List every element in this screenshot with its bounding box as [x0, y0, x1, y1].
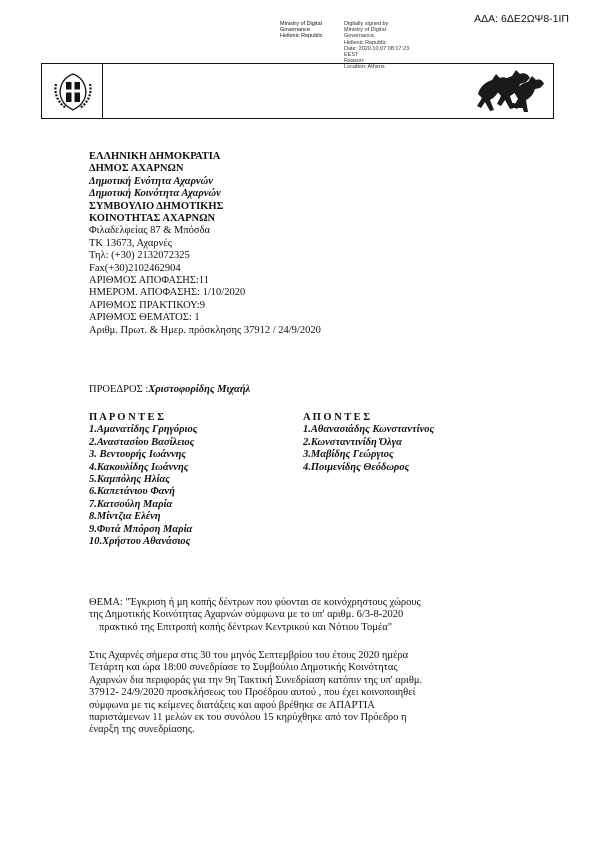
present-member: 7.Κατσούλη Μαρία [89, 498, 173, 510]
sender-line: Τηλ: (+30) 2132072325 [89, 250, 190, 262]
present-heading: Π Α Ρ Ο Ν Τ Ε Σ [89, 412, 165, 423]
meeting-paragraph [89, 650, 422, 737]
body-line: παριστάμενων 11 μελών εκ του συνόλου 15 κηρύχθηκε από τον Πρόεδρο η [89, 712, 407, 724]
signature-line: Location: Athens [344, 64, 385, 71]
subject-line: πρακτικό της Επιτροπή κοπής δέντρων Κεντρικού και Νότιου Τομέα" [99, 621, 393, 633]
sender-line: Δημοτική Κοινότητα Αχαρνών [89, 188, 221, 200]
absent-heading: Α Π Ο Ν Τ Ε Σ [303, 412, 371, 423]
letterhead-divider [102, 64, 103, 118]
president-label: ΠΡΟΕΔΡΟΣ : [89, 384, 149, 395]
subject-paragraph [89, 597, 421, 634]
body-line: Αχαρνών δια περιφοράς για την 9η Τακτική Συνεδρίαση κατόπιν της υπ' αριθμ. [89, 674, 423, 686]
sender-line: ΣΥΜΒΟΥΛΙΟ ΔΗΜΟΤΙΚΗΣ [89, 200, 224, 212]
sender-line: Φιλαδελφείας 87 & Μπόσδα [89, 225, 211, 237]
subject-line: της Δημοτικής Κοινότητας Αχαρνών σύμφωνα με το υπ' αριθμ. 6/3-8-2020 [89, 609, 404, 621]
sender-line: ΚΟΙΝΟΤΗΤΑΣ ΑΧΑΡΝΩΝ [89, 213, 216, 225]
sender-line: ΤΚ 13673, Αχαρνές [89, 237, 172, 249]
invitation-protocol: Αριθμ. Πρωτ. & Ημερ. πρόσκλησης 37912 / 24/9/2020 [89, 324, 321, 336]
signature-line: EEST [344, 52, 359, 59]
absent-member: 1.Αθανασιάδης Κωνσταντίνος [303, 424, 435, 436]
ministry-name-line: Ministry of Digital [280, 21, 322, 27]
present-member: 9.Φυτά Μπόρση Μαρία [89, 523, 193, 535]
body-line: σύμφωνα με τις κείμενες διατάξεις και αφού βρέθηκε σε ΑΠΑΡΤΙΑ [89, 699, 375, 711]
present-member: 8.Μίντζια Ελένη [89, 511, 161, 523]
present-member: 2.Αναστασίου Βασίλειος [89, 436, 195, 448]
signature-line: Digitally signed by [344, 21, 389, 27]
greek-coat-of-arms-icon [52, 70, 94, 112]
signature-line: Reason: [344, 58, 365, 65]
body-line: 37912- 24/9/2020 προσκλήσεως του Προέδρου αυτού , που έχει κοινοποιηθεί [89, 687, 416, 699]
sender-block [89, 151, 321, 337]
signature-line: Governance, [344, 33, 376, 40]
absent-member: 2.Κωνσταντινίδη Όλγα [303, 436, 402, 448]
president-name: Χριστοφορίδης Μιχαήλ [148, 384, 251, 395]
body-line: έναρξη της συνεδρίασης. [89, 724, 195, 736]
present-members [89, 412, 197, 548]
sender-line: ΕΛΛΗΝΙΚΗ ΔΗΜΟΚΡΑΤΙΑ [89, 151, 221, 162]
signature-line: Ministry of Digital [344, 27, 386, 34]
sender-line: ΔΗΜΟΣ ΑΧΑΡΝΩΝ [89, 163, 184, 175]
absent-member: 4.Ποιμενίδης Θεόδωρος [303, 461, 410, 473]
ministry-name-line: Governance [280, 27, 310, 34]
decision-date: ΗΜΕΡΟΜ. ΑΠΟΦΑΣΗΣ: 1/10/2020 [89, 287, 246, 299]
body-line: Τετάρτη και ώρα 18:00 συνεδρίασε το Συμβούλιο Δημοτικής Κοινότητας [89, 662, 398, 674]
present-member: 6.Καπετάνιου Φανή [89, 486, 175, 498]
present-member: 5.Καμπόλης Ηλίας [89, 474, 170, 486]
present-member: 4.Κακουλίδης Ιωάννης [89, 461, 189, 473]
absent-members [303, 412, 434, 474]
subject-number: ΑΡΙΘΜΟΣ ΘΕΜΑΤΟΣ: 1 [89, 312, 200, 324]
present-member: 3. Βεντουρής Ιωάννης [89, 449, 187, 461]
president-line [89, 384, 250, 396]
subject-line: ΘΕΜΑ: "Έγκριση ή μη κοπής δέντρων που φύονται σε κοινόχρηστους χώρους [89, 597, 421, 608]
ministry-name-line: Hellenic Republic [280, 33, 323, 40]
signature-line: Hellenic Republic [344, 39, 387, 46]
sender-line: Fax(+30)2102462904 [89, 262, 181, 274]
present-member: 10.Χρήστου Αθανάσιος [89, 536, 191, 548]
ada-code: ΑΔΑ: 6ΔΕ2ΩΨ8-1ΙΠ [474, 13, 569, 25]
sender-line: Δημοτική Ενότητα Αχαρνών [89, 175, 213, 187]
body-line: Στις Αχαρνές σήμερα στις 30 του μηνός Σεπτεμβρίου του έτους 2020 ημέρα [89, 650, 409, 661]
signature-line: Date: 2020.10.07 08:17:23 [344, 45, 410, 52]
quadriga-horses-icon [470, 64, 548, 118]
present-member: 1.Αμανατίδης Γρηγόριος [89, 424, 198, 436]
absent-member: 3.Μαβίδης Γεώργιος [303, 449, 394, 461]
decision-number: ΑΡΙΘΜΟΣ ΑΠΟΦΑΣΗΣ:11 [89, 275, 209, 287]
minutes-number: ΑΡΙΘΜΟΣ ΠΡΑΚΤΙΚΟΥ:9 [89, 299, 205, 311]
